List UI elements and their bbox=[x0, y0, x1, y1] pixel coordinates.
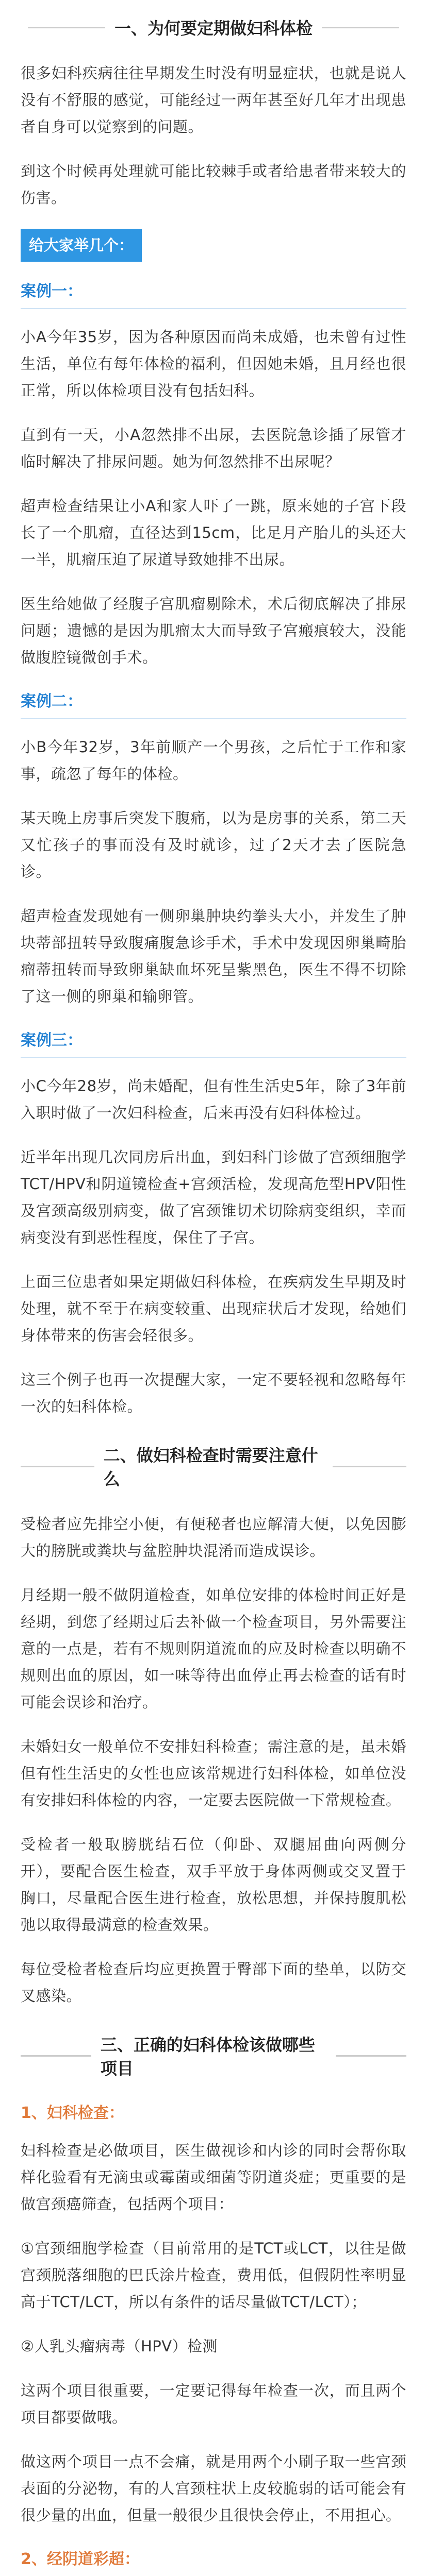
subsection-heading: 1、妇科检查： bbox=[21, 2104, 124, 2122]
paragraph: 每位受检者检查后均应更换置于臀部下面的垫单，以防交叉感染。 bbox=[21, 1960, 406, 2005]
paragraph: 受检者一般取膀胱结石位（仰卧、双腿屈曲向两侧分开），要配合医生检查，双手平放于身体两侧或交叉置于胸口，尽量配合医生进行检查，放松思想，并保持腹肌松弛以取得最满意的检查效果。 bbox=[21, 1836, 406, 1934]
paragraph: 小A今年35岁，因为各种原因而尚未成婚，也未曾有过性生活，单位有每年体检的福利，但因她未婚，且月经也很正常，所以体检项目没有包括妇科。 bbox=[21, 328, 406, 399]
paragraph: 很多妇科疾病往往早期发生时没有明显症状，也就是说人没有不舒服的感觉，可能经过一两年甚至好几年才出现患者自身可以觉察到的问题。 bbox=[21, 64, 406, 135]
section-title bbox=[21, 15, 406, 39]
case-underline bbox=[21, 1057, 406, 1058]
case-underline bbox=[21, 308, 406, 309]
paragraph: 妇科检查是必做项目，医生做视诊和内诊的同时会帮你取样化验看有无滴虫或霉菌或细菌等阴道炎症；更重要的是做宫颈癌筛查，包括两个项目： bbox=[21, 2142, 406, 2213]
case-underline bbox=[21, 718, 406, 719]
paragraph: 这三个例子也再一次提醒大家，一定不要轻视和忽略每年一次的妇科体检。 bbox=[21, 1371, 406, 1415]
title-divider-left bbox=[28, 27, 105, 28]
paragraph: 近半年出现几次同房后出血，到妇科门诊做了宫颈细胞学TCT/HPV和阴道镜检查+宫颈活检，发现高危型HPV阳性及宫颈高级别病变，做了宫颈锥切术切除病变组织，幸而病变没有到恶性程度，保住了子宫。 bbox=[21, 1148, 406, 1246]
case-heading: 案例三： bbox=[21, 1031, 83, 1049]
title-divider-left bbox=[21, 1466, 94, 1467]
paragraph: 超声检查结果让小A和家人吓了一跳，原来她的子宫下段长了一个肌瘤，直径达到15cm，比足月产胎儿的头还大一半，肌瘤压迫了尿道导致她排不出尿。 bbox=[21, 497, 406, 568]
highlight-banner: 给大家举几个： bbox=[21, 229, 142, 262]
paragraph: 月经期一般不做阴道检查，如单位安排的体检时间正好是经期，到您了经期过后去补做一个检查项目，另外需要注意的一点是，若有不规则阴道流血的应及时检查以明确不规则出血的原因，如一味等待出血停止再去检查的话有时可能会误诊和治疗。 bbox=[21, 1586, 406, 1711]
case-heading: 案例二： bbox=[21, 692, 83, 710]
paragraph: 直到有一天，小A忽然排不出尿，去医院急诊插了尿管才临时解决了排尿问题。她为何忽然排不出尿呢？ bbox=[21, 426, 406, 470]
paragraph: ②人乳头瘤病毒（HPV）检测 bbox=[21, 2337, 218, 2355]
title-divider-left bbox=[21, 2055, 91, 2057]
paragraph: 受检者应先排空小便，有便秘者也应解清大便，以免因膨大的膀胱或粪块与盆腔肿块混淆而造成误诊。 bbox=[21, 1515, 406, 1560]
paragraph: 超声检查发现她有一侧卵巢肿块约拳头大小，并发生了肿块蒂部扭转导致腹痛腹急诊手术，手术中发现因卵巢畸胎瘤蒂扭转而导致卵巢缺血坏死呈紫黑色，医生不得不切除了这一侧的卵巢和输卵管。 bbox=[21, 907, 406, 1005]
paragraph: ①宫颈细胞学检查（目前常用的是TCT或LCT，以往是做宫颈脱落细胞的巴氏涂片检查，费用低，但假阴性率明显高于TCT/LCT，所以有条件的话尽量做TCT/LCT）； bbox=[21, 2240, 406, 2311]
section-title bbox=[21, 1443, 406, 1490]
subsection-heading: 2、经阴道彩超： bbox=[21, 2550, 140, 2568]
section-title-text: 三、正确的妇科体检该做哪些项目 bbox=[100, 2035, 315, 2078]
paragraph: 小B今年32岁，3年前顺产一个男孩，之后忙于工作和家事，疏忽了每年的体检。 bbox=[21, 738, 406, 783]
title-divider-right bbox=[333, 1466, 406, 1467]
case-heading: 案例一： bbox=[21, 282, 83, 300]
paragraph: 未婚妇女一般单位不安排妇科检查；需注意的是，虽未婚但有性生活史的女性也应该常规进行妇科体检，如单位没有安排妇科体检的内容，一定要去医院做一下常规检查。 bbox=[21, 1738, 406, 1809]
paragraph: 做这两个项目一点不会痛，就是用两个小刷子取一些宫颈表面的分泌物，有的人宫颈柱状上皮较脆弱的话可能会有很少量的出血，但量一般很少且很快会停止，不用担心。 bbox=[21, 2453, 406, 2524]
paragraph: 这两个项目很重要，一定要记得每年检查一次，而且两个项目都要做哦。 bbox=[21, 2382, 406, 2426]
paragraph: 某天晚上房事后突发下腹痛，以为是房事的关系，第二天又忙孩子的事而没有及时就诊，过了2天才去了医院急诊。 bbox=[21, 809, 406, 880]
paragraph: 小C今年28岁，尚未婚配，但有性生活史5年，除了3年前入职时做了一次妇科检查，后来再没有妇科体检过。 bbox=[21, 1077, 406, 1122]
paragraph: 到这个时候再处理就可能比较棘手或者给患者带来较大的伤害。 bbox=[21, 162, 406, 207]
section-title bbox=[21, 2032, 406, 2079]
paragraph: 上面三位患者如果定期做妇科体检，在疾病发生早期及时处理，就不至于在病变较重、出现症状后才发现，给她们身体带来的伤害会轻很多。 bbox=[21, 1273, 406, 1344]
section-title-text: 二、做妇科检查时需要注意什么 bbox=[103, 1446, 318, 1489]
title-divider-right bbox=[336, 2055, 406, 2057]
paragraph: 医生给她做了经腹子宫肌瘤剔除术，术后彻底解决了排尿问题；遗憾的是因为肌瘤太大而导致子宫瘢痕较大，没能做腹腔镜微创手术。 bbox=[21, 595, 406, 666]
section-title-text: 一、为何要定期做妇科体检 bbox=[114, 19, 313, 38]
title-divider-right bbox=[322, 27, 399, 28]
